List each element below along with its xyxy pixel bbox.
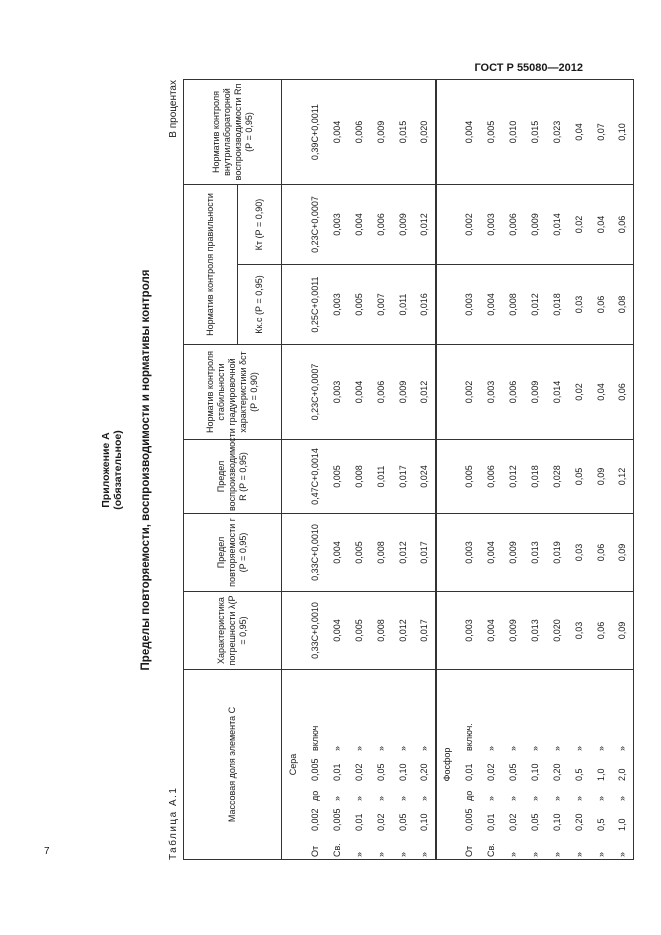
value-cell-kkc: 0,011 xyxy=(392,265,414,345)
mass-range-part: » xyxy=(507,851,518,857)
table-row xyxy=(348,80,370,860)
value-cell-kkc: 0,08 xyxy=(612,265,634,345)
mass-range-part: 1,0 xyxy=(617,818,628,831)
value-cell-lambda: 0,03 xyxy=(568,592,590,670)
value-cell-kkc: 0,25С+0,0011 xyxy=(304,265,326,345)
mass-range-part: 0,01 xyxy=(331,763,342,781)
mass-range-part: » xyxy=(551,745,562,751)
value-cell-rp: 0,39С+0,0011 xyxy=(304,80,326,185)
value-cell-R: 0,018 xyxy=(524,440,546,514)
value-cell-r: 0,09 xyxy=(612,514,634,592)
mass-range-part: 2,0 xyxy=(617,768,628,781)
mass-range-part: » xyxy=(617,851,628,857)
group-row-spacer xyxy=(436,345,458,440)
mass-range-part: » xyxy=(617,795,628,801)
mass-range-part: 0,05 xyxy=(397,813,408,831)
value-cell-kt: 0,006 xyxy=(370,185,392,265)
value-cell-rp: 0,004 xyxy=(458,80,480,185)
value-cell-kt: 0,004 xyxy=(348,185,370,265)
mass-range-part: » xyxy=(507,745,518,751)
value-cell-lambda: 0,09 xyxy=(612,592,634,670)
value-cell-kt: 0,003 xyxy=(326,185,348,265)
value-cell-kt: 0,009 xyxy=(392,185,414,265)
group-row-spacer xyxy=(282,514,304,592)
table-row xyxy=(458,80,480,860)
mass-range-part: 0,5 xyxy=(595,818,606,831)
value-cell-r: 0,013 xyxy=(524,514,546,592)
mass-range-part: 0,10 xyxy=(397,763,408,781)
value-cell-dst: 0,04 xyxy=(590,345,612,440)
group-name: Сера xyxy=(282,670,304,860)
value-cell-lambda: 0,017 xyxy=(414,592,436,670)
value-cell-lambda: 0,012 xyxy=(392,592,414,670)
mass-range-part: » xyxy=(595,745,606,751)
value-cell-kkc: 0,008 xyxy=(502,265,524,345)
mass-range-cell xyxy=(546,670,568,860)
mass-range-cell xyxy=(458,670,480,860)
group-row xyxy=(436,80,458,860)
mass-range-part: » xyxy=(485,745,496,751)
mass-range-part: 0,02 xyxy=(485,763,496,781)
units-note: В процентах xyxy=(168,80,179,138)
value-cell-kkc: 0,018 xyxy=(546,265,568,345)
value-cell-kt: 0,23С+0,0007 xyxy=(304,185,326,265)
group-row-spacer xyxy=(282,345,304,440)
standard-number: ГОСТ Р 55080—2012 xyxy=(474,62,583,74)
table-row xyxy=(568,80,590,860)
mass-range-part: 0,05 xyxy=(507,763,518,781)
value-cell-rp: 0,006 xyxy=(348,80,370,185)
value-cell-kt: 0,012 xyxy=(414,185,436,265)
group-row-spacer xyxy=(436,265,458,345)
group-row-spacer xyxy=(436,185,458,265)
value-cell-kt: 0,009 xyxy=(524,185,546,265)
mass-range-part: 0,5 xyxy=(573,768,584,781)
value-cell-kt: 0,02 xyxy=(568,185,590,265)
mass-range-part: 0,01 xyxy=(463,763,474,781)
mass-range-part: » xyxy=(573,795,584,801)
table-row xyxy=(524,80,546,860)
value-cell-rp: 0,015 xyxy=(392,80,414,185)
value-cell-R: 0,09 xyxy=(590,440,612,514)
table-label: Таблица А.1 xyxy=(168,786,179,860)
value-cell-dst: 0,009 xyxy=(524,345,546,440)
group-row-spacer xyxy=(282,592,304,670)
mass-range-part: » xyxy=(595,851,606,857)
mass-range-cell xyxy=(414,670,436,860)
value-cell-R: 0,024 xyxy=(414,440,436,514)
value-cell-r: 0,003 xyxy=(458,514,480,592)
limits-table xyxy=(183,79,634,860)
mass-range-part: Св. xyxy=(331,843,342,857)
mass-range-part: 0,02 xyxy=(353,763,364,781)
value-cell-rp: 0,010 xyxy=(502,80,524,185)
mass-range-part: » xyxy=(419,851,429,857)
group-row xyxy=(282,80,304,860)
value-cell-rp: 0,004 xyxy=(326,80,348,185)
value-cell-rp: 0,023 xyxy=(546,80,568,185)
group-row-spacer xyxy=(282,440,304,514)
table-row xyxy=(612,80,634,860)
value-cell-r: 0,008 xyxy=(370,514,392,592)
mass-range-part: » xyxy=(419,795,429,801)
mass-range-cell xyxy=(590,670,612,860)
mass-range-part: 0,10 xyxy=(551,813,562,831)
mass-range-part: » xyxy=(507,795,518,801)
group-name: Фосфор xyxy=(436,670,458,860)
mass-range-part: 0,05 xyxy=(529,813,540,831)
group-row-spacer xyxy=(436,440,458,514)
mass-range-part: » xyxy=(529,745,540,751)
value-cell-R: 0,12 xyxy=(612,440,634,514)
value-cell-R: 0,017 xyxy=(392,440,414,514)
mass-range-part: до xyxy=(309,790,320,801)
value-cell-R: 0,05 xyxy=(568,440,590,514)
value-cell-R: 0,012 xyxy=(502,440,524,514)
value-cell-rp: 0,10 xyxy=(612,80,634,185)
mass-range-part: » xyxy=(375,851,386,857)
value-cell-rp: 0,020 xyxy=(414,80,436,185)
mass-range-part: » xyxy=(397,795,408,801)
value-cell-lambda: 0,06 xyxy=(590,592,612,670)
table-row xyxy=(392,80,414,860)
mass-range-part: От xyxy=(309,845,320,857)
col-header-lambda: Характеристика погрешности λ(Р = 0,95) xyxy=(184,592,282,670)
mass-range-part: » xyxy=(353,795,364,801)
mass-range-part: От xyxy=(463,845,474,857)
col-header-R: Предел воспроизводимости R (Р = 0,95) xyxy=(184,440,282,514)
mass-range-part: » xyxy=(397,851,408,857)
mass-range-part: 0,20 xyxy=(551,763,562,781)
appendix-heading xyxy=(100,80,124,860)
mass-range-part: » xyxy=(485,795,496,801)
mass-range-part: » xyxy=(397,745,408,751)
value-cell-r: 0,005 xyxy=(348,514,370,592)
mass-range-part: 0,10 xyxy=(419,813,429,831)
value-cell-r: 0,004 xyxy=(480,514,502,592)
mass-range-part: 0,01 xyxy=(485,813,496,831)
mass-range-cell xyxy=(502,670,524,860)
value-cell-lambda: 0,004 xyxy=(326,592,348,670)
value-cell-rp: 0,04 xyxy=(568,80,590,185)
value-cell-r: 0,009 xyxy=(502,514,524,592)
value-cell-dst: 0,02 xyxy=(568,345,590,440)
mass-range-part: » xyxy=(419,745,429,751)
group-row-spacer xyxy=(282,185,304,265)
mass-range-part: » xyxy=(331,795,342,801)
mass-range-part: » xyxy=(551,851,562,857)
mass-range-cell xyxy=(392,670,414,860)
value-cell-rp: 0,07 xyxy=(590,80,612,185)
value-cell-lambda: 0,009 xyxy=(502,592,524,670)
value-cell-lambda: 0,33С+0,0010 xyxy=(304,592,326,670)
value-cell-R: 0,005 xyxy=(458,440,480,514)
appendix-status: (обязательное) xyxy=(112,430,124,510)
value-cell-lambda: 0,005 xyxy=(348,592,370,670)
mass-range-cell xyxy=(612,670,634,860)
value-cell-kkc: 0,03 xyxy=(568,265,590,345)
mass-range-cell xyxy=(326,670,348,860)
mass-range-cell xyxy=(568,670,590,860)
value-cell-rp: 0,005 xyxy=(480,80,502,185)
value-cell-kkc: 0,007 xyxy=(370,265,392,345)
value-cell-kt: 0,04 xyxy=(590,185,612,265)
value-cell-r: 0,012 xyxy=(392,514,414,592)
value-cell-kkc: 0,005 xyxy=(348,265,370,345)
value-cell-rp: 0,015 xyxy=(524,80,546,185)
value-cell-lambda: 0,003 xyxy=(458,592,480,670)
table-caption: Пределы повторяемости, воспроизводимости и нормативы контроля xyxy=(140,269,152,671)
col-header-rp: Норматив контроля внутрилабораторной воспроизводимости Rп (Р = 0,95) xyxy=(184,80,282,185)
page-number: 7 xyxy=(44,846,50,857)
value-cell-kkc: 0,003 xyxy=(326,265,348,345)
col-header-mass: Массовая доля элемента С xyxy=(184,670,282,860)
mass-range-cell xyxy=(480,670,502,860)
value-cell-rp: 0,009 xyxy=(370,80,392,185)
mass-range-cell xyxy=(348,670,370,860)
mass-range-cell xyxy=(304,670,326,860)
mass-range-part: » xyxy=(551,795,562,801)
mass-range-part: 0,002 xyxy=(309,808,320,831)
col-header-kt: Кт (Р = 0,90) xyxy=(238,185,282,265)
table-row xyxy=(326,80,348,860)
appendix-title: Приложение А xyxy=(100,432,112,508)
table-row xyxy=(370,80,392,860)
value-cell-r: 0,017 xyxy=(414,514,436,592)
mass-range-part: Св. xyxy=(485,843,496,857)
mass-range-part: » xyxy=(353,745,364,751)
value-cell-kkc: 0,004 xyxy=(480,265,502,345)
mass-range-part: » xyxy=(573,851,584,857)
col-header-r: Предел повторяемости r (Р = 0,95) xyxy=(184,514,282,592)
value-cell-kkc: 0,016 xyxy=(414,265,436,345)
mass-range-part: 0,005 xyxy=(463,808,474,831)
mass-range-part: включ. xyxy=(463,723,474,751)
value-cell-R: 0,008 xyxy=(348,440,370,514)
value-cell-R: 0,006 xyxy=(480,440,502,514)
group-row-spacer xyxy=(436,514,458,592)
value-cell-kt: 0,003 xyxy=(480,185,502,265)
mass-range-part: » xyxy=(375,745,386,751)
table-row xyxy=(414,80,436,860)
value-cell-kkc: 0,003 xyxy=(458,265,480,345)
value-cell-dst: 0,003 xyxy=(480,345,502,440)
value-cell-dst: 0,23С+0,0007 xyxy=(304,345,326,440)
mass-range-part: 0,005 xyxy=(331,808,342,831)
mass-range-part: » xyxy=(595,795,606,801)
table-body xyxy=(282,80,634,860)
value-cell-kt: 0,06 xyxy=(612,185,634,265)
value-cell-r: 0,06 xyxy=(590,514,612,592)
mass-range-part: » xyxy=(353,851,364,857)
mass-range-part: 0,005 xyxy=(309,758,320,781)
mass-range-part: » xyxy=(573,745,584,751)
value-cell-lambda: 0,008 xyxy=(370,592,392,670)
value-cell-dst: 0,006 xyxy=(502,345,524,440)
value-cell-lambda: 0,020 xyxy=(546,592,568,670)
value-cell-dst: 0,009 xyxy=(392,345,414,440)
mass-range-part: » xyxy=(617,745,628,751)
value-cell-kkc: 0,06 xyxy=(590,265,612,345)
group-row-spacer xyxy=(282,265,304,345)
value-cell-kt: 0,006 xyxy=(502,185,524,265)
value-cell-r: 0,019 xyxy=(546,514,568,592)
value-cell-R: 0,028 xyxy=(546,440,568,514)
value-cell-kt: 0,002 xyxy=(458,185,480,265)
mass-range-part: 0,02 xyxy=(375,813,386,831)
value-cell-r: 0,33С+0,0010 xyxy=(304,514,326,592)
value-cell-dst: 0,012 xyxy=(414,345,436,440)
value-cell-dst: 0,002 xyxy=(458,345,480,440)
value-cell-R: 0,011 xyxy=(370,440,392,514)
mass-range-part: 0,01 xyxy=(353,813,364,831)
value-cell-r: 0,03 xyxy=(568,514,590,592)
value-cell-dst: 0,003 xyxy=(326,345,348,440)
value-cell-R: 0,47С+0,0014 xyxy=(304,440,326,514)
value-cell-dst: 0,004 xyxy=(348,345,370,440)
mass-range-part: 0,05 xyxy=(375,763,386,781)
value-cell-kkc: 0,012 xyxy=(524,265,546,345)
value-cell-lambda: 0,013 xyxy=(524,592,546,670)
mass-range-part: 0,20 xyxy=(573,813,584,831)
value-cell-r: 0,004 xyxy=(326,514,348,592)
mass-range-part: » xyxy=(529,851,540,857)
value-cell-dst: 0,014 xyxy=(546,345,568,440)
col-header-kkc: Кк.с (Р = 0,95) xyxy=(238,265,282,345)
table-row xyxy=(590,80,612,860)
table-row xyxy=(502,80,524,860)
table-row xyxy=(304,80,326,860)
mass-range-part: 0,10 xyxy=(529,763,540,781)
mass-range-part: включ xyxy=(309,725,320,751)
group-row-spacer xyxy=(436,592,458,670)
mass-range-part: » xyxy=(331,745,342,751)
mass-range-part: 0,02 xyxy=(507,813,518,831)
value-cell-R: 0,005 xyxy=(326,440,348,514)
mass-range-cell xyxy=(370,670,392,860)
landscape-content xyxy=(100,80,628,860)
col-header-accuracy: Норматив контроля правильности xyxy=(184,185,238,345)
col-header-dst: Норматив контроля стабильности градуировочной характеристики δст (Р = 0,90) xyxy=(184,345,282,440)
mass-range-part: » xyxy=(375,795,386,801)
value-cell-dst: 0,006 xyxy=(370,345,392,440)
table-row xyxy=(546,80,568,860)
mass-range-part: до xyxy=(463,790,474,801)
group-row-spacer xyxy=(436,80,458,185)
mass-range-part: 1,0 xyxy=(595,768,606,781)
value-cell-kt: 0,014 xyxy=(546,185,568,265)
mass-range-cell xyxy=(524,670,546,860)
mass-range-part: » xyxy=(529,795,540,801)
table-row xyxy=(480,80,502,860)
group-row-spacer xyxy=(282,80,304,185)
value-cell-dst: 0,06 xyxy=(612,345,634,440)
mass-range-part: 0,20 xyxy=(419,763,429,781)
value-cell-lambda: 0,004 xyxy=(480,592,502,670)
